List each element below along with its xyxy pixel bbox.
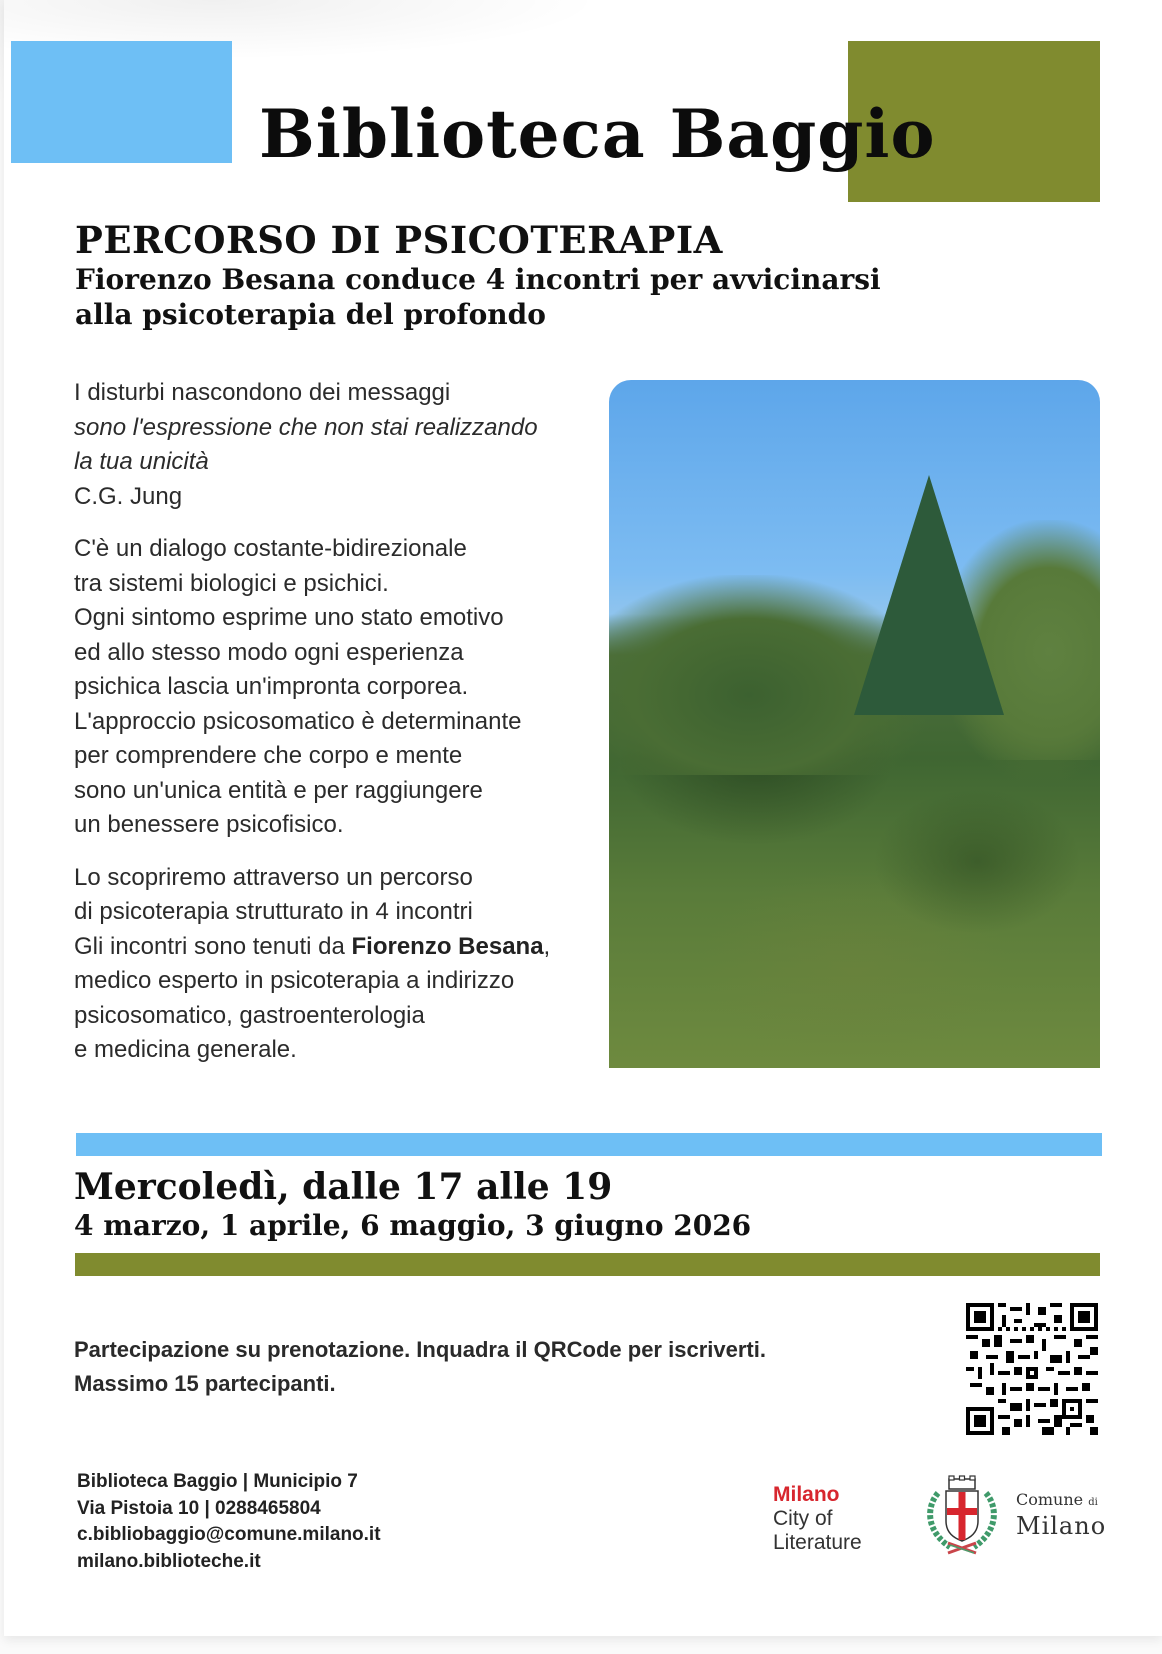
text-line: L'approccio psicosomatico è determinante	[74, 707, 522, 735]
booking-info	[74, 1333, 766, 1401]
milano-city-of-literature-logo	[773, 1483, 862, 1555]
quote-line: la tua unicità	[74, 448, 209, 475]
poster-page	[4, 0, 1162, 1636]
jung-quote	[74, 376, 594, 514]
text-fragment: ,	[543, 932, 551, 960]
event-heading: PERCORSO DI PSICOTERAPIA	[75, 218, 723, 262]
contact-address-line: Biblioteca Baggio | Municipio 7	[77, 1471, 358, 1492]
description-paragraph-1	[74, 532, 594, 843]
logo-city-name: Milano	[773, 1483, 840, 1506]
booking-line: Partecipazione su prenotazione. Inquadra il QRCode per iscriverti.	[74, 1337, 766, 1362]
text-line	[74, 930, 594, 965]
logo-text: Literature	[773, 1531, 862, 1554]
schedule-day-time: Mercoledì, dalle 17 alle 19	[74, 1166, 613, 1208]
text-line: ed allo stesso modo ogni esperienza	[74, 638, 464, 666]
contact-phone-line: Via Pistoia 10 | 0288465804	[77, 1497, 321, 1519]
text-line: psicosomatico, gastroenterologia	[74, 1001, 425, 1029]
library-contacts	[77, 1469, 381, 1575]
event-subheading-line2: alla psicoterapia del profondo	[75, 298, 546, 331]
text-line: un benessere psicofisico.	[74, 811, 344, 838]
comune-di-milano-logo	[1016, 1490, 1106, 1539]
event-subheading-line1: Fiorenzo Besana conduce 4 incontri per avvicinarsi	[75, 263, 881, 296]
text-line: sono un'unica entità e per raggiungere	[74, 776, 483, 804]
page-title: Biblioteca Baggio	[259, 95, 936, 173]
text-line: medico esperto in psicoterapia a indirizzo	[74, 967, 515, 994]
text-line: Ogni sintomo esprime uno stato emotivo	[74, 604, 504, 631]
blue-accent-block	[11, 41, 232, 163]
speaker-name: Fiorenzo Besana	[351, 932, 544, 960]
contact-email[interactable]: c.bibliobaggio@comune.milano.it	[77, 1524, 381, 1545]
comune-di: di	[1088, 1497, 1098, 1508]
description-column	[74, 376, 594, 1086]
cedar-tree-shape	[854, 475, 1004, 715]
quote-line: sono l'espressione che non stai realizzando	[74, 413, 538, 441]
booking-line: Massimo 15 partecipanti.	[74, 1371, 336, 1396]
contact-website[interactable]: milano.biblioteche.it	[77, 1550, 261, 1572]
blue-divider	[76, 1133, 1102, 1156]
event-subheading	[75, 262, 881, 332]
text-line: per comprendere che corpo e mente	[74, 742, 463, 769]
text-line: e medicina generale.	[74, 1036, 297, 1063]
description-paragraph-2	[74, 861, 594, 1068]
comune-city: Milano	[1016, 1512, 1107, 1540]
milano-crest-icon	[922, 1475, 1002, 1557]
tree-photo	[609, 380, 1100, 1068]
text-line: C'è un dialogo costante-bidirezionale	[74, 535, 467, 562]
quote-line: I disturbi nascondono dei messaggi	[74, 379, 451, 406]
comune-text	[1016, 1490, 1106, 1513]
text-fragment: Gli incontri sono tenuti da	[74, 932, 352, 960]
text-line: tra sistemi biologici e psichici.	[74, 569, 389, 597]
text-line: di psicoterapia strutturato in 4 incontri	[74, 898, 473, 925]
green-divider	[75, 1253, 1100, 1276]
qr-code-icon[interactable]	[966, 1303, 1098, 1435]
quote-author: C.G. Jung	[74, 482, 183, 510]
logo-text: City of	[773, 1507, 833, 1530]
qr-code-graphic	[966, 1303, 1098, 1435]
schedule-dates: 4 marzo, 1 aprile, 6 maggio, 3 giugno 2026	[74, 1209, 752, 1242]
comune-word: Comune	[1016, 1490, 1084, 1509]
text-line: psichica lascia un'impronta corporea.	[74, 673, 469, 700]
text-line: Lo scopriremo attraverso un percorso	[74, 863, 473, 891]
